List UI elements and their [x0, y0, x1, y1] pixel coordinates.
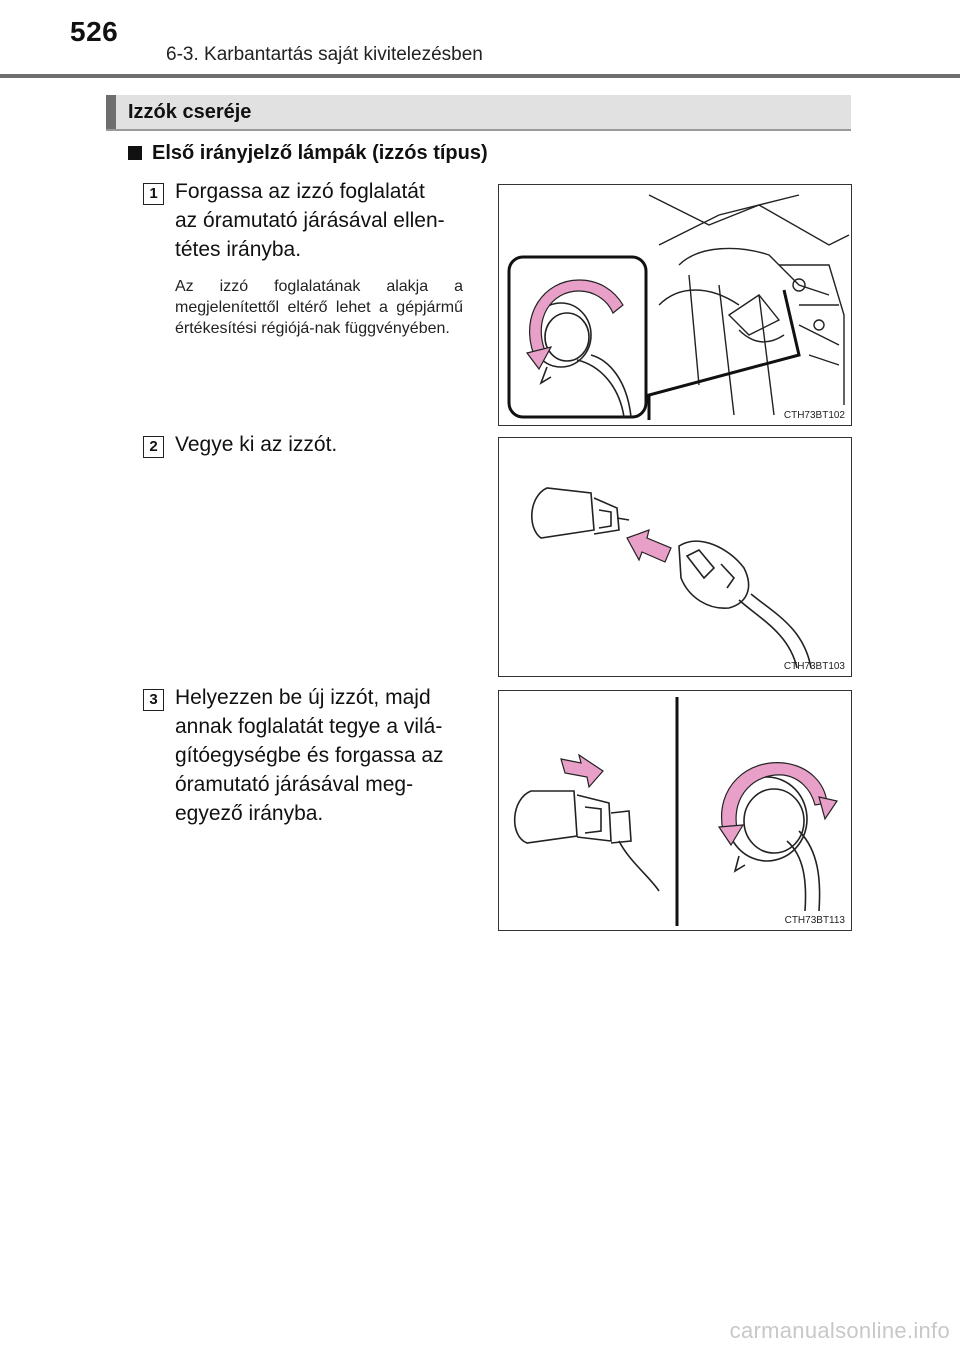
step-text-1	[175, 177, 475, 264]
bulb-install-and-rotate-illustration	[499, 691, 851, 930]
figure-3-code: CTH73BT113	[784, 915, 845, 926]
section-title: Izzók cseréje	[128, 101, 252, 123]
step-text-3	[175, 683, 475, 828]
section-bar-tab	[106, 95, 116, 129]
figure-2	[498, 437, 852, 677]
figure-3	[498, 690, 852, 931]
step-3-line: egyező irányba.	[175, 802, 324, 825]
bulb-pull-out-illustration	[499, 438, 851, 676]
chapter-title: 6-3. Karbantartás saját kivitelezésben	[166, 44, 483, 65]
step-number-3: 3	[143, 689, 164, 711]
section-bar	[106, 95, 851, 131]
step-number-1: 1	[143, 183, 164, 205]
square-bullet-icon	[128, 146, 142, 160]
step-1-line: tétes irányba.	[175, 238, 302, 261]
step-3-line: óramutató járásával meg-	[175, 773, 414, 796]
step-text-2	[175, 430, 475, 459]
step-number-2: 2	[143, 436, 164, 458]
step-3-line: Helyezzen be új izzót, majd	[175, 686, 431, 709]
step-1-line: az óramutató járásával ellen-	[175, 209, 445, 232]
subheading-text: Első irányjelző lámpák (izzós típus)	[152, 142, 488, 164]
step-2-line: Vegye ki az izzót.	[175, 433, 338, 456]
watermark: carmanualsonline.info	[729, 1318, 950, 1343]
subheading	[128, 142, 488, 165]
page-number: 526	[70, 16, 119, 47]
step-3-line: gítóegységbe és forgassa az	[175, 744, 444, 767]
step-3-line: annak foglalatát tegye a vilá-	[175, 715, 443, 738]
step-1-line: Forgassa az izzó foglalatát	[175, 180, 425, 203]
figure-1-code: CTH73BT102	[783, 410, 845, 421]
bulb-socket-removal-illustration	[499, 185, 851, 425]
step-1-note: Az izzó foglalatának alakja a megjelenítettől eltérő lehet a gépjármű értékesítési régiójá-nak függvényében.	[175, 278, 463, 337]
figure-2-code: CTH73BT103	[783, 661, 845, 672]
header-rule	[0, 74, 960, 78]
figure-1	[498, 184, 852, 426]
